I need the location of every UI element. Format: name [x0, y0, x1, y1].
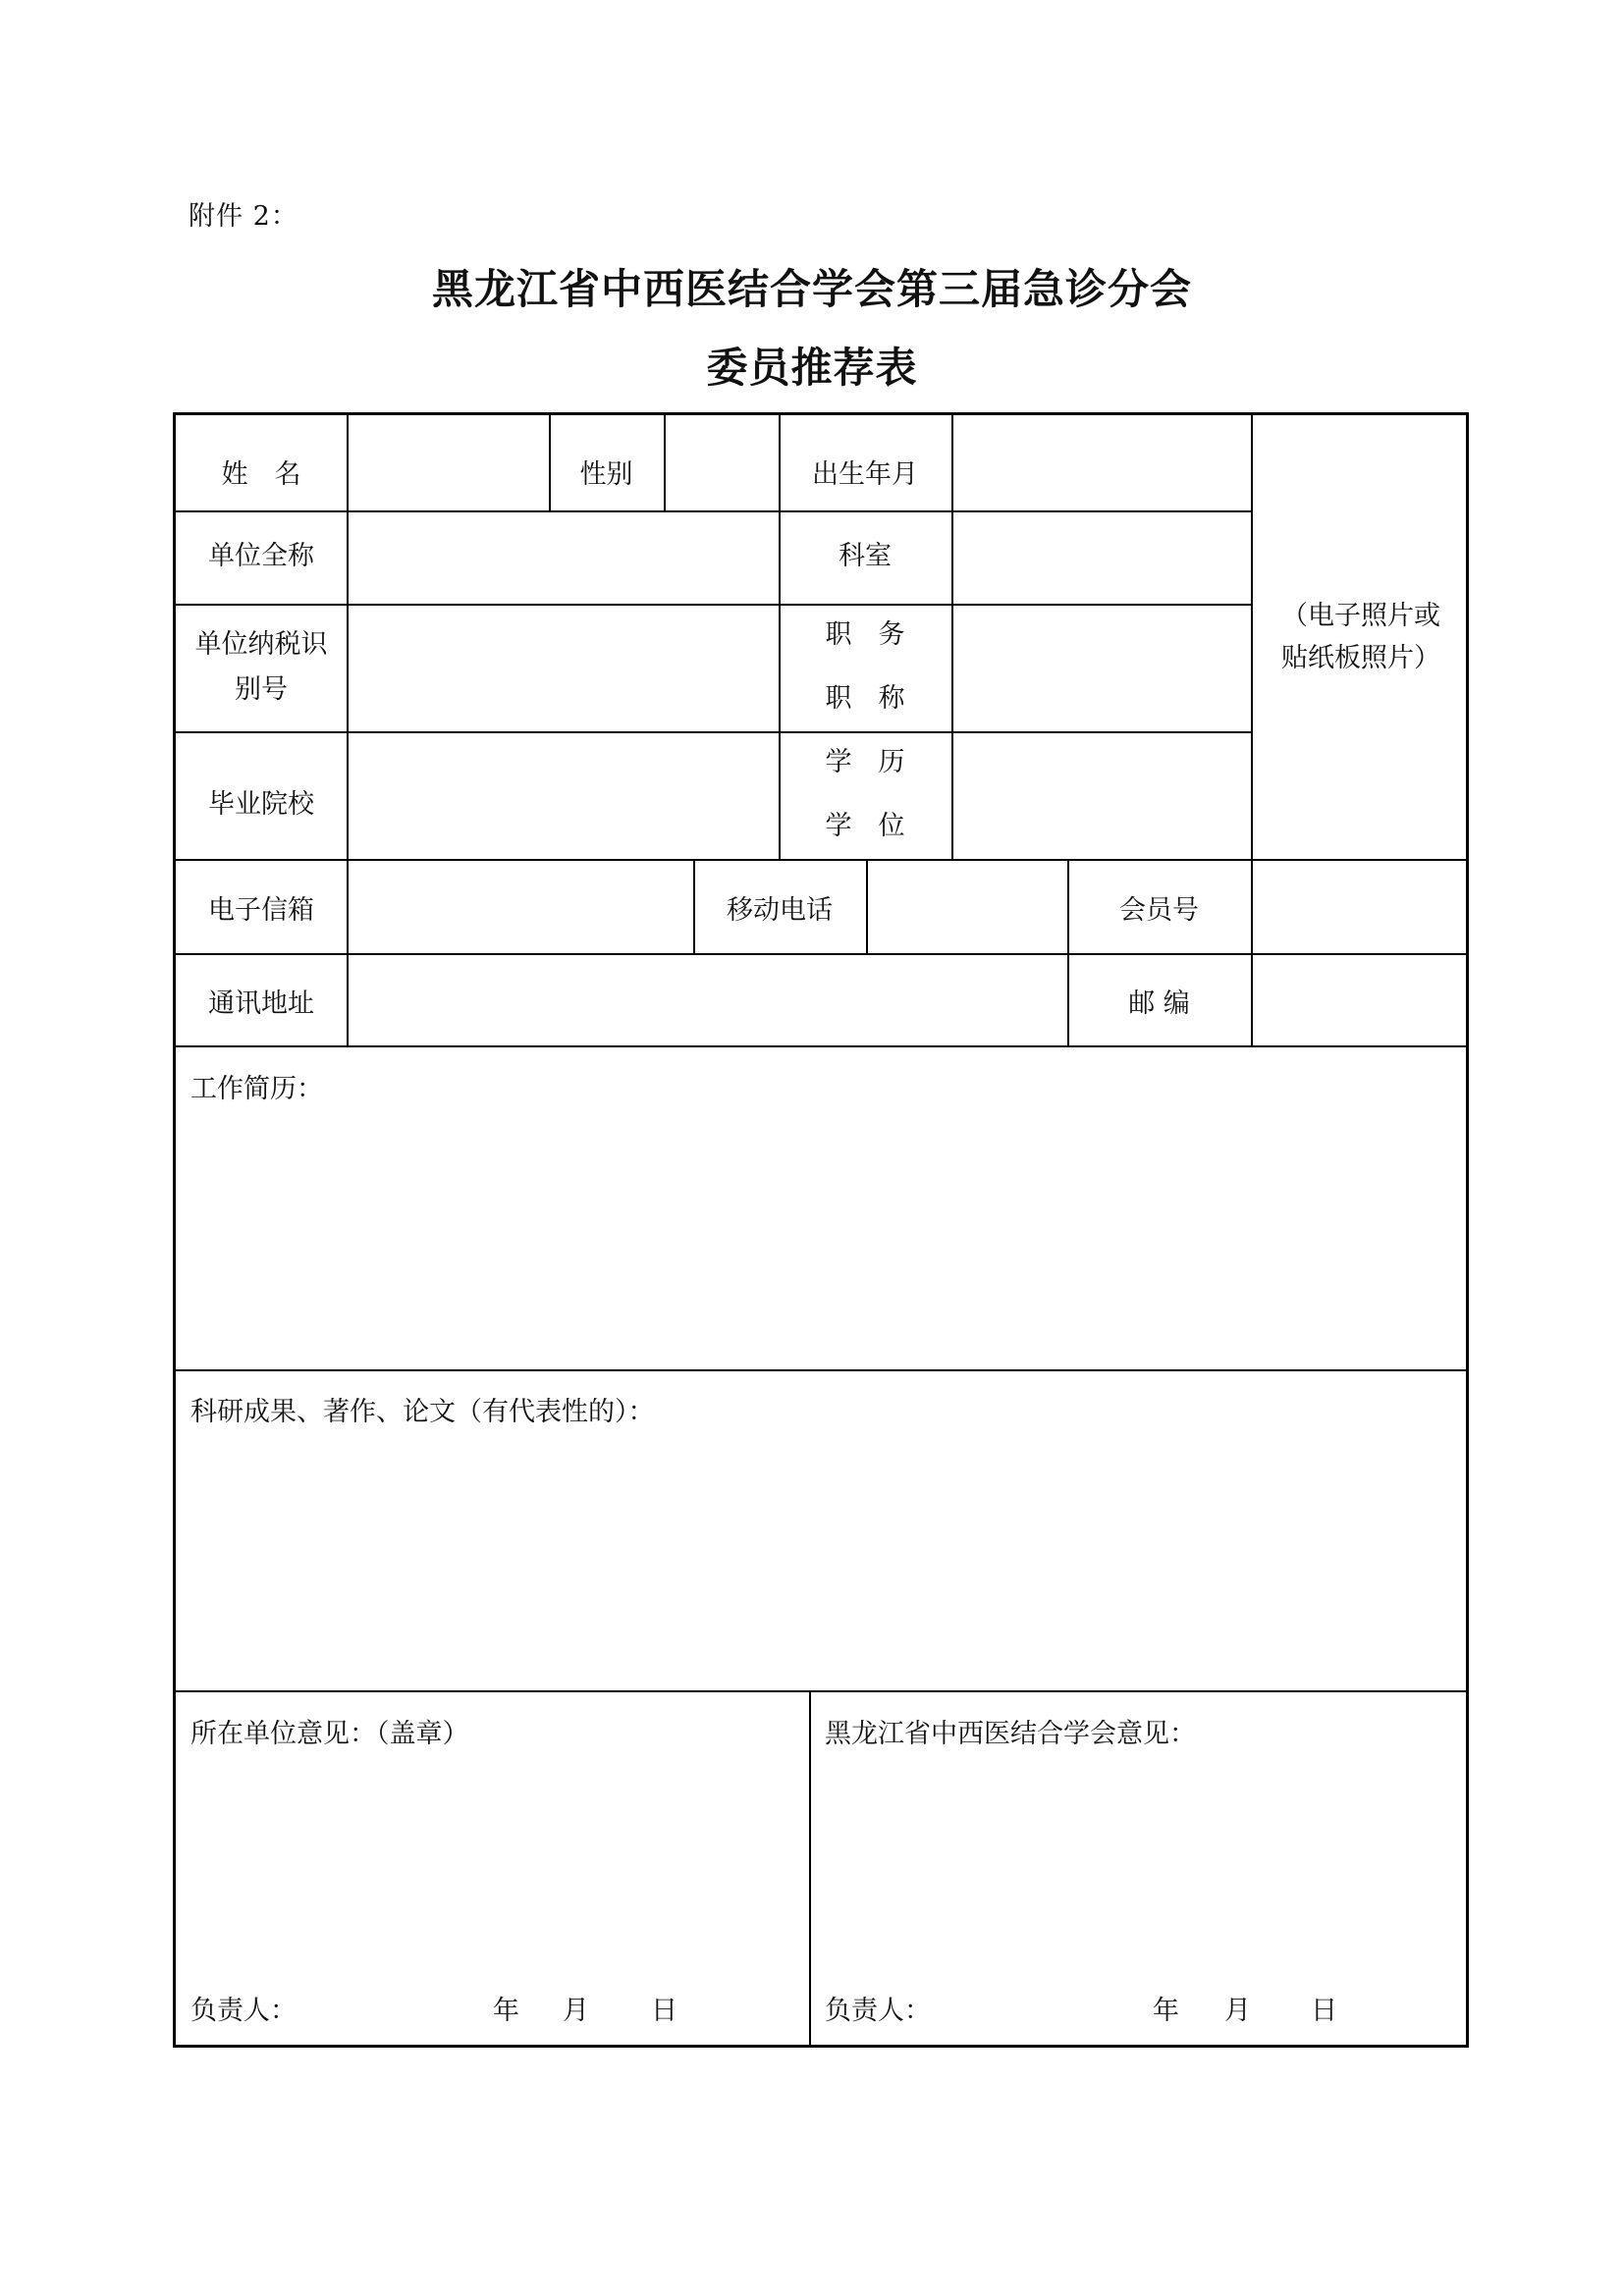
tax-id-label-line2: 别号	[235, 674, 288, 705]
recommendation-form	[173, 412, 1469, 2048]
title-label: 职 称	[825, 683, 905, 714]
position-title-field[interactable]	[953, 606, 1251, 731]
organization-label: 单位全称	[208, 541, 314, 572]
right-date-month: 月	[1224, 1996, 1251, 2026]
member-number-field[interactable]	[1253, 861, 1469, 953]
left-date-month: 月	[563, 1996, 589, 2026]
attachment-label: 附件 2：	[189, 201, 298, 232]
tax-id-label-line1: 单位纳税识	[194, 629, 328, 661]
school-field[interactable]	[349, 733, 779, 859]
position-title-label	[779, 604, 951, 731]
unit-opinion-field[interactable]	[176, 1756, 809, 1952]
postcode-field[interactable]	[1253, 955, 1469, 1045]
mobile-field[interactable]	[868, 861, 1067, 953]
left-date-year: 年	[493, 1996, 519, 2026]
right-signer-label: 负责人：	[825, 1996, 931, 2026]
left-date-day: 日	[651, 1996, 677, 2026]
name-field[interactable]	[349, 415, 549, 510]
page-subtitle: 委员推荐表	[706, 344, 918, 392]
degree-field[interactable]	[953, 733, 1251, 859]
gender-field[interactable]	[666, 415, 779, 510]
birth-date-label: 出生年月	[812, 459, 918, 491]
department-field[interactable]	[953, 512, 1251, 604]
research-label: 科研成果、著作、论文（有代表性的）：	[190, 1397, 655, 1427]
organization-field[interactable]	[349, 512, 779, 604]
work-resume-label: 工作简历：	[190, 1074, 323, 1104]
row-divider	[176, 1369, 1469, 1371]
member-number-label: 会员号	[1119, 894, 1199, 926]
degree-sub-label: 学 位	[825, 811, 905, 841]
tax-id-label	[176, 604, 347, 731]
mobile-label: 移动电话	[727, 894, 833, 926]
photo-area[interactable]	[1253, 415, 1469, 859]
right-date-day: 日	[1311, 1996, 1337, 2026]
research-field[interactable]	[176, 1436, 1469, 1690]
page-title: 黑龙江省中西医结合学会第三届急诊分会	[431, 265, 1192, 313]
row-divider	[176, 1690, 1469, 1692]
address-field[interactable]	[349, 955, 1067, 1045]
right-date-year: 年	[1153, 1996, 1179, 2026]
degree-label	[779, 731, 951, 859]
position-label: 职 务	[825, 619, 905, 651]
tax-id-field[interactable]	[349, 606, 779, 731]
left-signer-label: 负责人：	[190, 1996, 297, 2026]
society-opinion-label: 黑龙江省中西医结合学会意见：	[825, 1719, 1196, 1749]
email-field[interactable]	[349, 861, 693, 953]
email-label: 电子信箱	[208, 894, 314, 926]
gender-label: 性别	[579, 459, 633, 491]
department-label: 科室	[839, 541, 892, 572]
unit-opinion-label: 所在单位意见：（盖章）	[190, 1719, 469, 1749]
address-label: 通讯地址	[208, 988, 314, 1019]
photo-hint-line2: 贴纸板照片）	[1281, 643, 1440, 673]
school-label: 毕业院校	[208, 788, 314, 820]
name-label: 姓 名	[221, 459, 301, 491]
postcode-label: 邮 编	[1128, 988, 1190, 1019]
society-opinion-field[interactable]	[811, 1756, 1469, 1952]
birth-date-field[interactable]	[953, 415, 1251, 510]
photo-hint-line1: （电子照片或	[1281, 600, 1440, 631]
education-label: 学 历	[825, 747, 905, 778]
work-resume-field[interactable]	[176, 1112, 1469, 1369]
row-divider	[176, 1045, 1469, 1047]
